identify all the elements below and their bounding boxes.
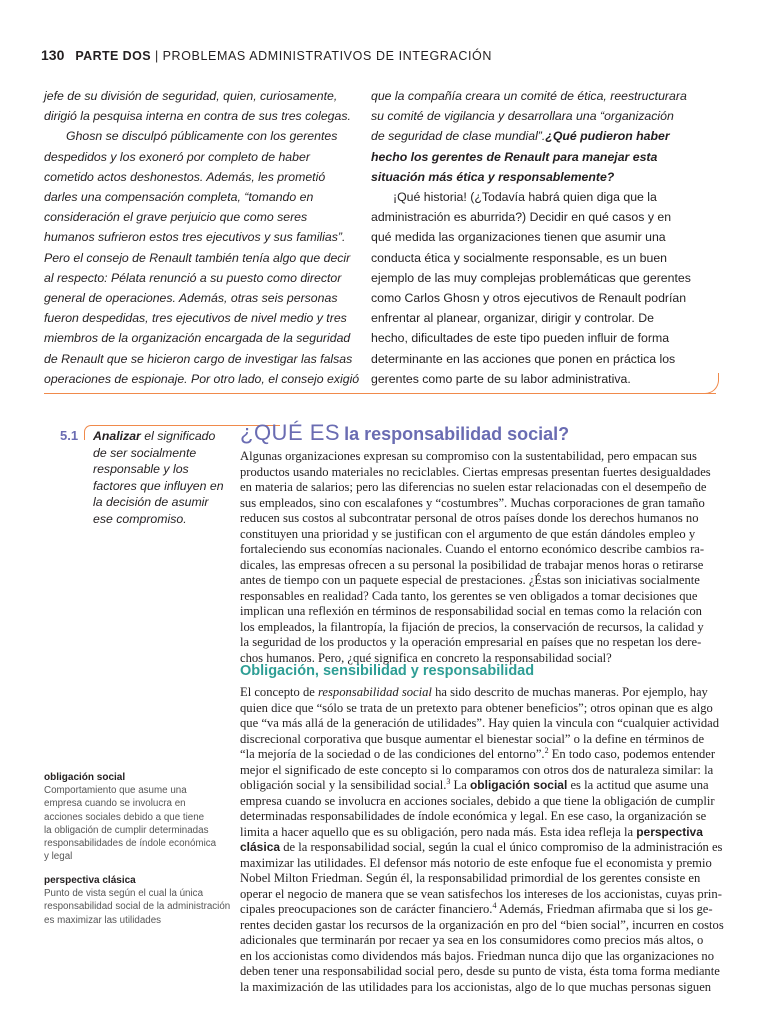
footnote-ref: 3 [446,776,451,786]
glossary-entry [44,874,229,927]
glossary-line: Punto de vista según el cual la única [44,888,204,899]
glossary-line: y legal [44,851,73,863]
case-line: darles una compensación completa, “tomando en [44,190,314,205]
body-line: en materia de salarios; pero las diferencias no suelen estar relacionadas con el desempeño de [240,480,707,494]
objective-text [93,428,253,527]
body-line: rentes deciden gastar los recursos de la organización en pro del “bien social”, incurren en costos [240,917,724,932]
case-line: que la compañía creara un comité de ética, reestructurara [371,89,687,103]
case-line: determinante en las acciones que ponen en práctica los [371,351,676,366]
glossary-line: empresa cuando se involucra en [44,798,186,810]
case-question: ¿Qué pudieron haber [545,129,670,144]
case-line: general de operaciones. Además, otras seis personas [44,291,338,306]
case-line: ejemplo de las muy complejas problemáticas que gerentes [371,270,691,285]
case-line: cometido actos deshonestos. Además, les prometió [44,169,326,184]
case-line: administración es aburrida?) Decidir en qué casos y en [371,210,672,225]
case-line: ¡Qué historia! (¿Todavía habrá quien diga que la [393,190,657,205]
case-line: gerentes como parte de su labor administrativa. [371,371,631,386]
case-question: situación más ética y responsablemente? [371,169,615,184]
text-run-italic: responsabilidad social [317,685,432,699]
case-line-part: de seguridad de clase mundial”. [371,129,546,144]
body-line: adicionales que terminarán por recaer ya sea en los consumidores como precios más altos, o [240,933,704,947]
chapter-title: PROBLEMAS ADMINISTRATIVOS DE INTEGRACIÓN [162,49,492,63]
objective-verb: Analizar [93,429,141,443]
glossary-line: responsabilidad social de la administración [44,901,231,913]
text-run: ha sido descrito de muchas maneras. Por ejemplo, hay [431,685,708,699]
glossary-line: responsabilidades de índole económica [44,838,217,850]
case-line [371,167,681,187]
case-box [44,86,724,388]
case-line: jefe de su división de seguridad, quien, curiosamente, [44,89,338,103]
body-line [240,824,703,841]
case-left-column [44,86,360,389]
text-run: La [450,778,470,792]
page-number: 130 [41,47,65,63]
body-line: mejor el significado de este concepto si lo comparamos con otros dos de naturaleza similar: la [240,762,714,777]
objective-number: 5.1 [60,428,79,443]
case-box-corner [700,373,719,394]
objective-line [93,428,253,445]
body-line: constituyen una prioridad y se justifican con el argumento de que están dándoles empleo y [240,526,696,541]
case-line: de Renault que se hicieron cargo de investigar las falsas [44,351,353,366]
body-line: deben tener una responsabilidad social pero, desde su punto de vista, ésta toma forma mediante [240,964,720,978]
text-run: En todo caso, podemos entender [548,747,716,761]
case-line: como Carlos Ghosn y otros ejecutivos de Renault podrían [371,291,687,306]
body-line: Algunas organizaciones expresan su compromiso con la sustentabilidad, pero empacan sus [240,449,697,463]
body-line: que “va más allá de la generación de utilidades”. Hay quien la vincula con “cualquier actividad [240,716,720,730]
glossary-definition [44,784,229,864]
running-header [41,47,728,69]
body-line: discrecional corporativa que busque aumentar el bienestar social” o la define en términos de [240,731,705,746]
body-line: operar el negocio de manera que se vean satisfechos los intereses de los accionistas, cuyas prin- [240,886,722,901]
part-label: PARTE DOS [75,49,151,63]
body-line: fortaleciendo sus economías nacionales. Cuando el entorno económico describe cambios ra- [240,542,705,556]
case-line: miembros de la organización encargada de la seguridad [44,331,351,346]
key-term: clásica [240,840,281,854]
body-line [240,745,716,763]
case-line: su comité de vigilancia y desarrollara una “organización [371,109,674,124]
key-term: obligación social [469,778,568,792]
case-right-column [371,86,691,389]
objective-line: responsable y los [93,462,189,476]
objective-line-rest: el significado [144,429,216,443]
glossary-line: la obligación de cumplir determinadas [44,824,209,836]
case-line [371,147,681,167]
case-line: despedidos y los exoneró por completo de haber [44,149,310,164]
body-line: sus empleados, sino con escalafones y “costumbres”. Muchas corporaciones de gran tamaño [240,495,705,510]
body-line: en los accionistas como dividendos más bajos. Friedman nunca dijo que las organizaciones no [240,948,715,963]
glossary-term: perspectiva clásica [44,875,136,886]
section-title-rest: la responsabilidad social? [344,424,570,444]
case-line: humanos sufrieron estos tres ejecutivos y sus familias”. [44,230,346,245]
body-line: chos humanos. Pero, ¿qué significa en concreto la responsabilidad social? [240,650,612,665]
glossary-line: Comportamiento que asume una [44,785,187,796]
text-run: “la mejoría de la sociedad o de las condiciones del entorno”. [240,747,545,761]
body-line [240,685,708,701]
case-line: conducta ética y socialmente responsable, es un buen [371,250,667,265]
case-line: enfrentar al planear, organizar, dirigir y controlar. De [371,311,654,326]
case-question: hecho los gerentes de Renault para manejar esta [371,149,658,164]
text-run: obligación social y la sensibilidad social. [240,778,447,792]
body-line [240,776,709,794]
body-line: maximizar las utilidades. El defensor más notorio de este enfoque fue el economista y premio [240,855,712,870]
case-line: Pero el consejo de Renault también tenía algo que decir [44,250,351,265]
glossary-line: acciones sociales debido a que tiene [44,811,205,823]
text-run: Además, Friedman afirmaba que si los ge- [496,902,713,916]
body-line [240,900,713,918]
footnote-ref: 2 [544,745,549,755]
case-line: Ghosn se disculpó públicamente con los gerentes [66,129,338,144]
body-line [240,840,723,856]
case-line: operaciones de espionaje. Por otro lado, el consejo exigió [44,371,360,386]
body-line: antes de tiempo con un paquete especial de prestaciones. ¿Éstas son iniciativas socialmente [240,573,700,587]
case-box-border [44,393,716,394]
body-line: productos usando materiales no reciclables. Ciertas empresas presentan fuertes desigualdades [240,464,711,479]
body-line: reducen sus costos al subcontratar personal de otros países donde los derechos humanos no [240,511,699,525]
body-line: los empleados, la filantropía, la fijación de precios, la conservación de recursos, la calidad y [240,619,704,634]
case-line: dirigió la pesquisa interna en contra de sus tres colegas. [44,109,351,124]
body-line: la maximización de las utilidades para los accionistas, algo de lo que muchas personas siguen [240,979,712,994]
concept-paragraph [240,685,724,995]
text-run: limita a hacer aquello que es su obligación, pero nada más. Esta idea refleja la [240,824,637,839]
objective-line: la decisión de asumir [93,495,209,509]
objective-line: de ser socialmente [93,445,197,460]
objective-line: ese compromiso. [93,511,187,526]
text-run: de la responsabilidad social, según la cual el único compromiso de la administración es [280,840,723,854]
key-term: perspectiva [636,824,703,839]
objective-line: factores que influyen en [93,478,224,493]
subsection-title: Obligación, sensibilidad y responsabilidad [240,663,535,679]
body-line: quien dice que “sólo se trata de un pretexto para obtener beneficios”; otros opinan que es algo [240,700,713,715]
intro-paragraph [240,449,711,666]
body-line: la seguridad de los productos y la operación empresarial en países que no respetan los dere- [240,635,702,649]
case-line: al respecto: Pélata renunció a su puesto como director [44,270,342,285]
text-run: es la actitud que asume una [567,778,709,792]
body-line: dicales, las empresas ofrecen a su personal la posibilidad de trabajar menos horas o retirarse [240,557,704,572]
glossary-entry [44,771,229,864]
body-line: implican una reflexión en términos de responsabilidad social en temas como la relación con [240,604,702,618]
section-title-prefix: ¿QUÉ ES [240,420,341,445]
section-title [240,420,569,446]
case-line: consideración el grave perjuicio que como seres [44,210,308,225]
glossary-definition [44,887,229,927]
glossary-term: obligación social [44,772,126,783]
case-line: qué medida las organizaciones tienen que asumir una [371,230,666,245]
case-line: hecho, dificultades de este tipo pueden influir de forma [371,331,670,346]
body-line: empresa cuando se involucra en acciones sociales, debido a que tiene la obligación de cumplir [240,793,715,808]
case-line [371,126,681,146]
body-line: responsables en realidad? Cada tanto, los gerentes se ven obligados a tomar decisiones que [240,588,698,603]
footnote-ref: 4 [492,900,497,910]
header-separator: | [154,49,159,63]
glossary-line: es maximizar las utilidades [44,914,162,926]
case-line: fueron despedidas, tres ejecutivos de nivel medio y tres [44,311,347,326]
body-line: determinadas responsabilidades de índole económica y legal. En ese caso, la organización se [240,809,707,823]
body-line: Nobel Milton Friedman. Según él, la responsabilidad primordial de los gerentes consiste en [240,871,701,885]
text-run: cipales preocupaciones son de carácter financiero. [240,902,493,916]
text-run: El concepto de [240,685,318,699]
